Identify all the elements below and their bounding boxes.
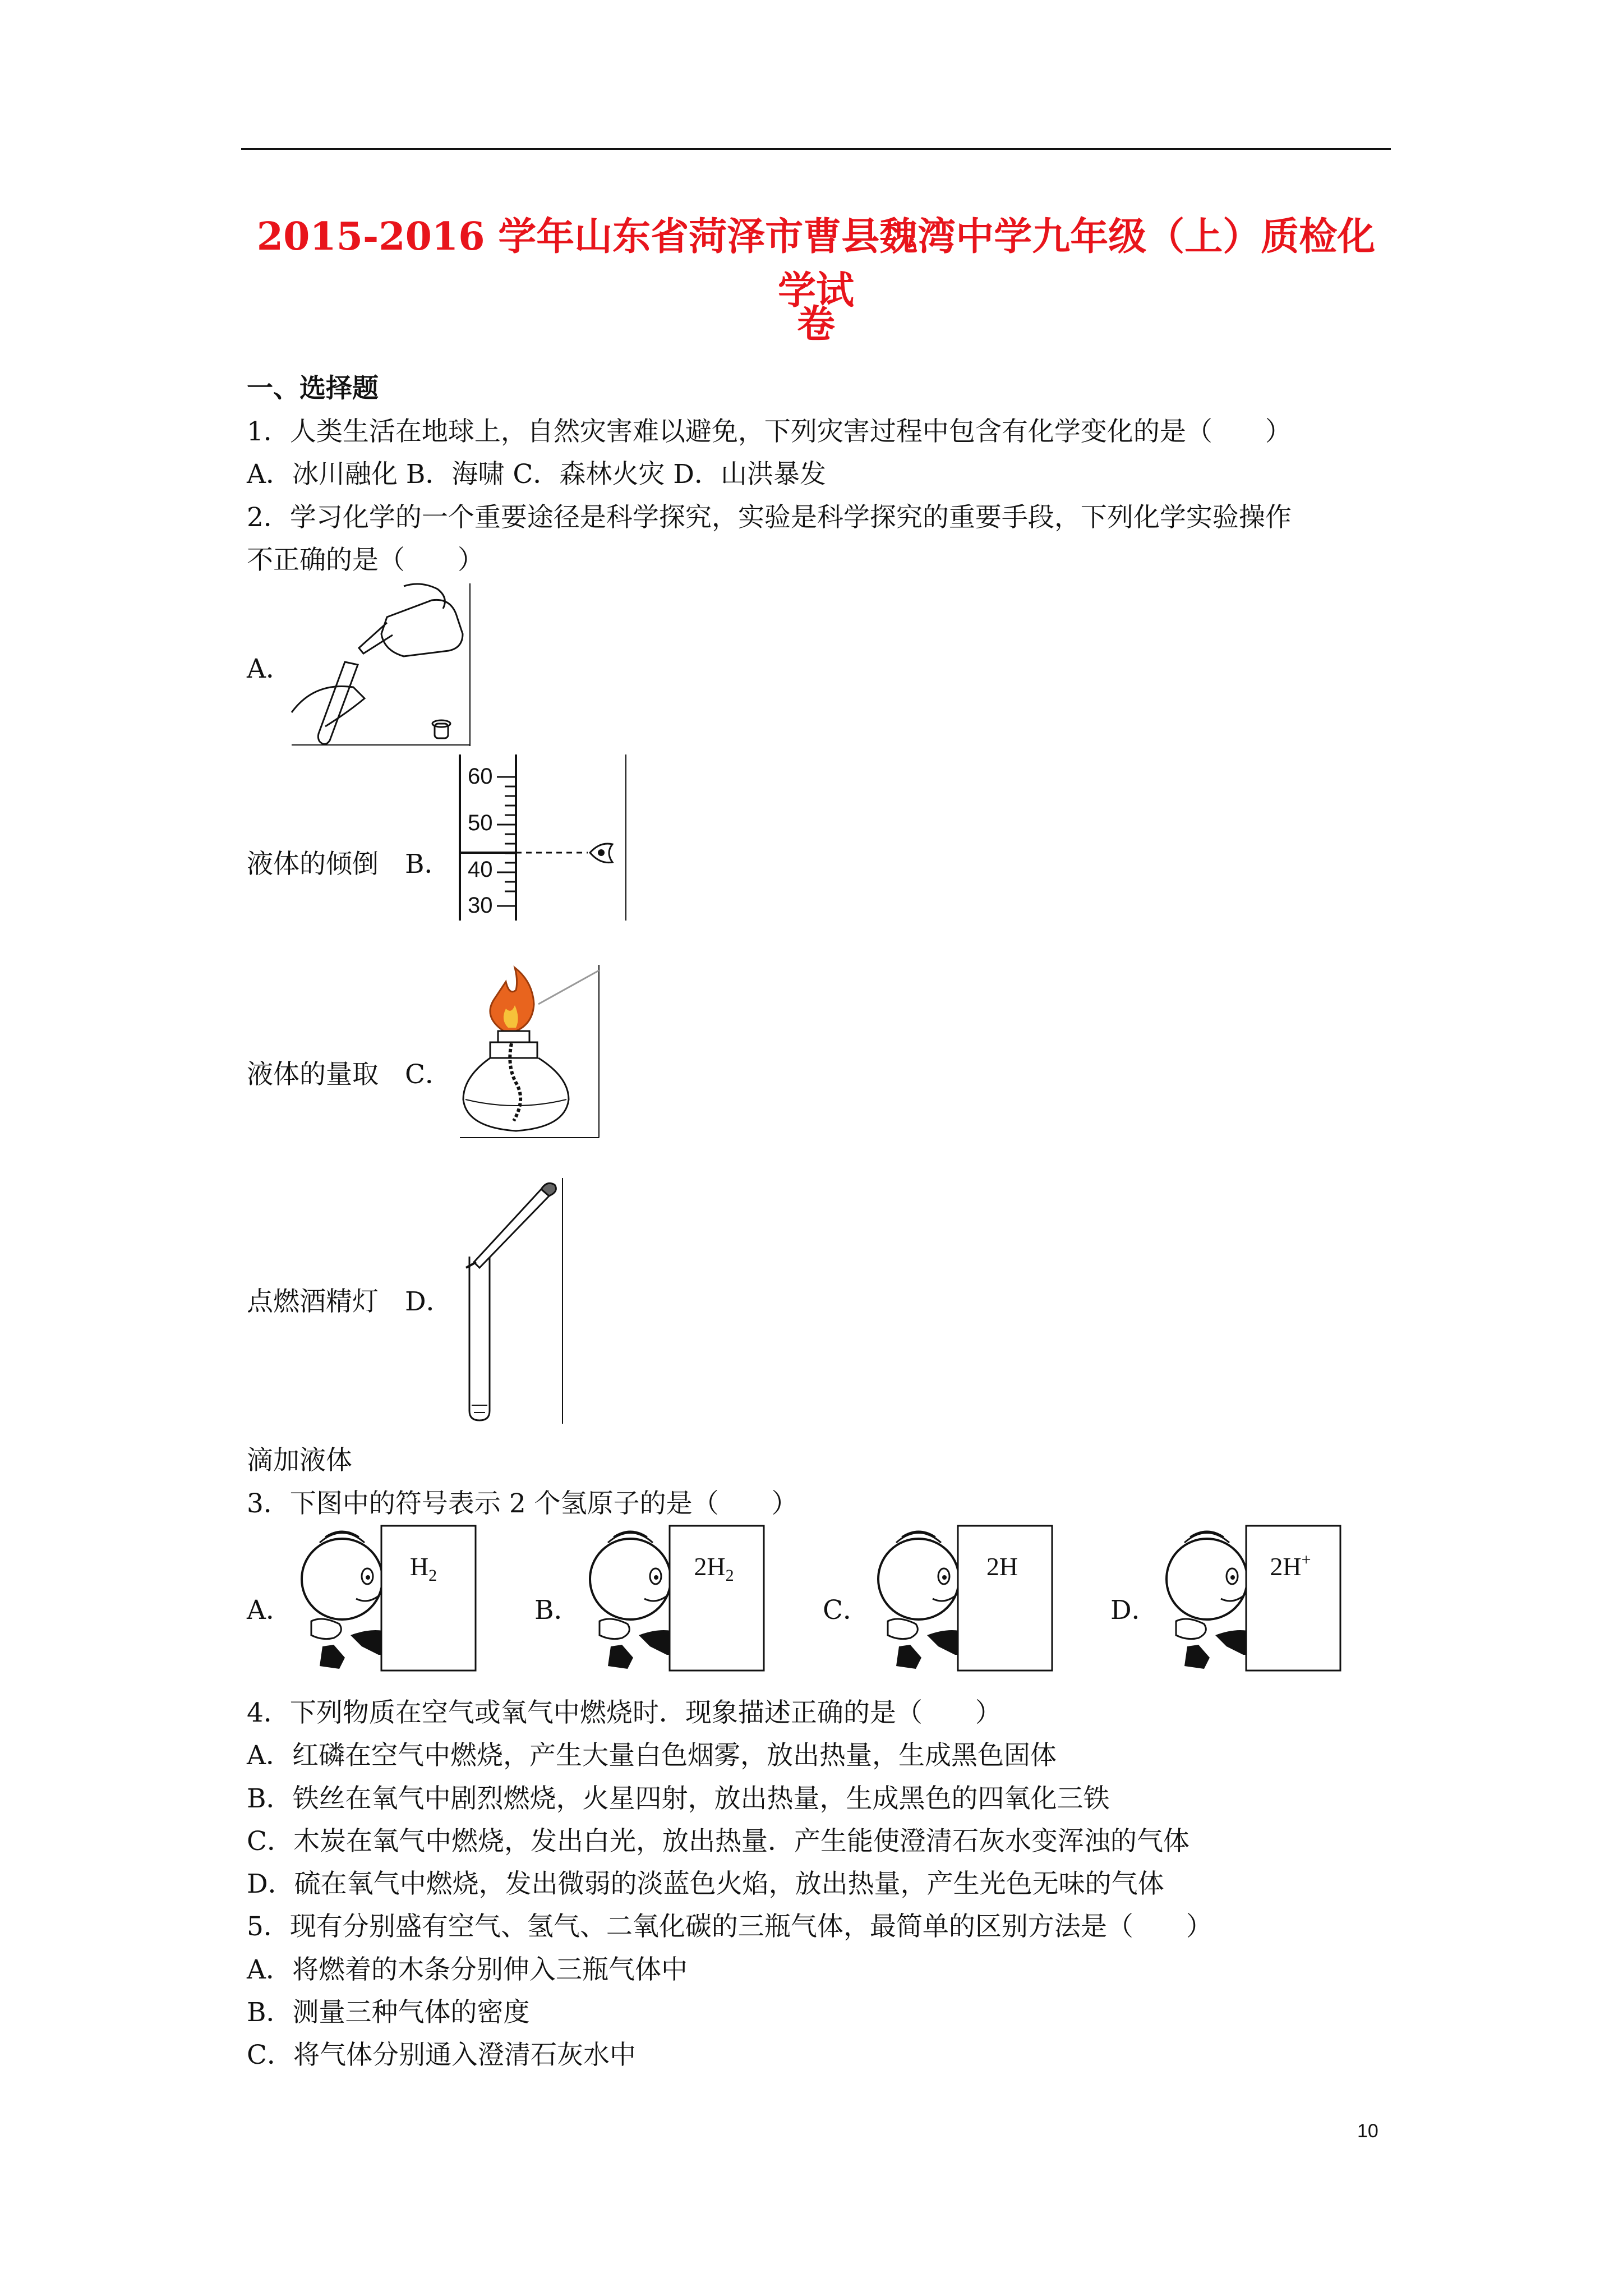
cylinder-tick-40: 40 <box>468 857 493 882</box>
page-title-continued: 卷 <box>796 302 835 347</box>
atom-cartoon-c <box>865 1526 1056 1673</box>
q3-option-c-label: C． <box>823 1595 869 1626</box>
formula-symbol-c: H <box>999 1552 1018 1581</box>
q2-caption-d: 滴加液体 <box>247 1445 352 1476</box>
cylinder-tick-50: 50 <box>468 811 493 835</box>
q4-option-c: C．木炭在氧气中燃烧，发出白光，放出热量．产生能使澄清石灰水变浑浊的气体 <box>247 1826 1189 1857</box>
atom-cartoon-b <box>577 1526 768 1673</box>
q2-stem: 2．学习化学的一个重要途径是科学探究，实验是科学探究的重要手段，下列化学实验操作 <box>247 502 1292 533</box>
q2-caption-a-label-b: 液体的倾倒 B． <box>247 849 451 880</box>
q4-option-a: A．红磷在空气中燃烧，产生大量白色烟雾，放出热量，生成黑色固体 <box>247 1740 1057 1771</box>
q4-option-b: B．铁丝在氧气中剧烈燃烧，火星四射，放出热量，生成黑色的四氧化三铁 <box>247 1783 1110 1814</box>
q3-stem: 3．下图中的符号表示 2 个氢原子的是（ ） <box>247 1488 798 1519</box>
q2-option-a-label: A． <box>247 654 292 684</box>
atom-cartoon-d <box>1154 1526 1344 1673</box>
q5-option-c: C．将气体分别通入澄清石灰水中 <box>247 2040 636 2070</box>
q3-option-a-label: A． <box>247 1595 292 1626</box>
q5-option-b: B．测量三种气体的密度 <box>247 1997 530 2028</box>
header-rule <box>241 148 1391 150</box>
formula-symbol-b: H <box>707 1552 726 1581</box>
atom-cartoon-a <box>289 1526 479 1673</box>
section-heading: 一、选择题 <box>247 373 379 404</box>
q1-stem: 1．人类生活在地球上，自然灾害难以避免，下列灾害过程中包含有化学变化的是（ ） <box>247 416 1292 447</box>
page-number: 10 <box>1357 2120 1378 2142</box>
q2-caption-b-label-c: 液体的量取 C． <box>247 1059 451 1090</box>
formula-coef-d: 2 <box>1270 1552 1283 1581</box>
formula-coef-b: 2 <box>694 1552 707 1581</box>
q5-option-a: A．将燃着的木条分别伸入三瓶气体中 <box>247 1954 688 1985</box>
page-title: 2015-2016 学年山东省菏泽市曹县魏湾中学九年级（上）质检化学试 <box>256 214 1376 313</box>
q5-stem: 5．现有分别盛有空气、氢气、二氧化碳的三瓶气体，最简单的区别方法是（ ） <box>247 1911 1212 1942</box>
cylinder-tick-30: 30 <box>468 893 493 918</box>
formula-sup-d: + <box>1301 1550 1311 1569</box>
formula-sub-b: 2 <box>725 1566 734 1585</box>
cylinder-tick-60: 60 <box>468 764 493 789</box>
cylinder-reading-figure <box>460 754 628 923</box>
dropper-figure <box>463 1178 564 1425</box>
formula-symbol-d: H <box>1283 1552 1302 1581</box>
q2-stem-continued: 不正确的是（ ） <box>247 545 484 576</box>
q3-option-b-label: B． <box>534 1595 580 1626</box>
q4-option-d: D．硫在氧气中燃烧，发出微弱的淡蓝色火焰，放出热量，产生光色无味的气体 <box>247 1869 1164 1899</box>
q2-caption-c-label-d: 点燃酒精灯 D． <box>247 1286 453 1317</box>
formula-sub-a: 2 <box>428 1566 437 1585</box>
q4-stem: 4．下列物质在空气或氧气中燃烧时．现象描述正确的是（ ） <box>247 1697 1002 1728</box>
q1-options: A．冰川融化 B．海啸 C．森林火灾 D．山洪暴发 <box>247 459 826 490</box>
eye-icon <box>590 844 612 863</box>
alcohol-lamp-figure <box>460 965 600 1139</box>
q3-option-d-label: D． <box>1110 1595 1158 1626</box>
pouring-liquid-figure <box>292 583 471 746</box>
formula-symbol-a: H <box>409 1552 429 1581</box>
formula-coef-c: 2 <box>986 1552 999 1581</box>
svg-text:2H <box>986 1552 1018 1581</box>
